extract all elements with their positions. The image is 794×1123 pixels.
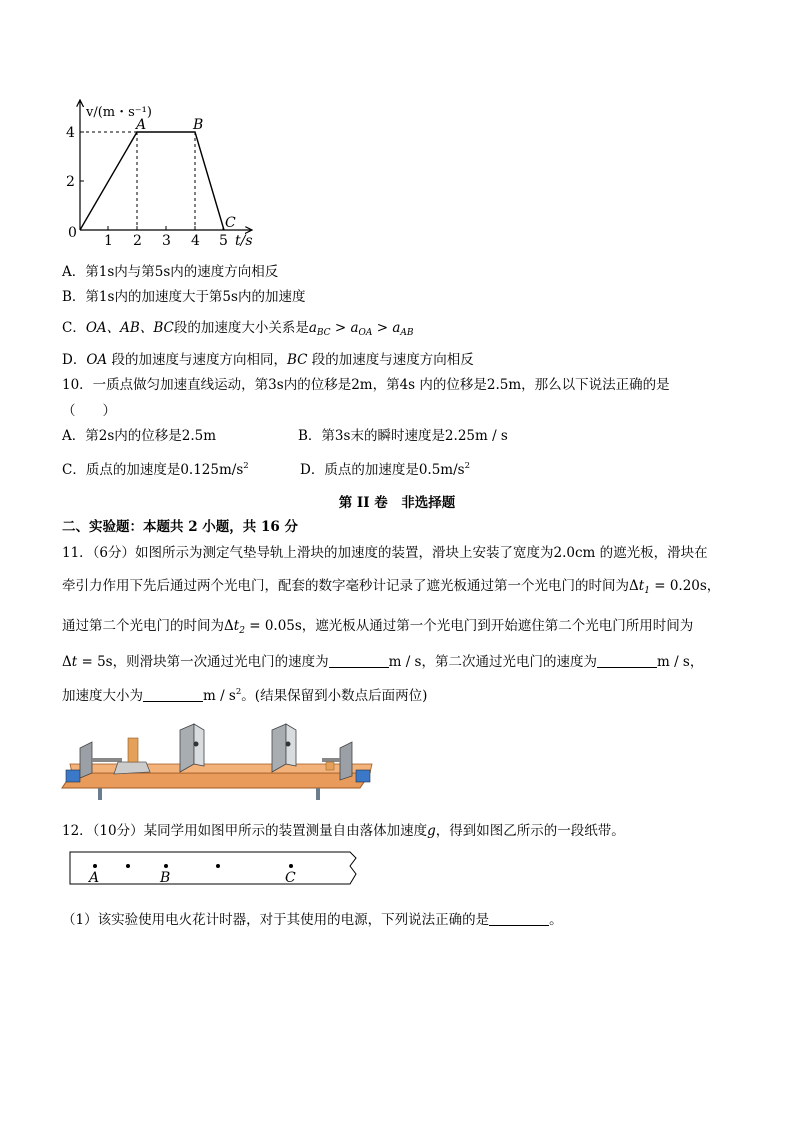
q12-sub1: （1）该实验使用电火花计时器，对于其使用的电源，下列说法正确的是 。	[62, 912, 563, 928]
y-tick-4: 4	[66, 125, 75, 141]
q10-option-c: C．质点的加速度是$0.125m/s^2$	[62, 461, 249, 478]
section-experiment: 二、实验题：本题共 2 小题，共 16 分	[62, 519, 298, 535]
q11-line5: 加速度大小为 m / $s^2$。(结果保留到小数点后面两位)	[62, 687, 428, 704]
q11-line2: 牵引力作用下先后通过两个光电门，配套的数字毫秒计记录了遮光板通过第一个光电门的时间为$\Delta t_1 = 0.20s$，	[62, 578, 721, 596]
track-base	[62, 773, 370, 788]
vt-graph	[0, 0, 794, 260]
answer-blank-v2[interactable]	[597, 655, 657, 668]
q9-option-a: A．第1s内与第5s内的速度方向相反	[62, 264, 279, 280]
slider	[114, 762, 150, 774]
x-axis-label: t/s	[235, 233, 253, 249]
photogate-2	[272, 724, 286, 772]
velocity-line	[80, 132, 224, 230]
point-label-a: A	[136, 117, 147, 133]
left-post	[80, 742, 92, 778]
q11-line3: 通过第二个光电门的时间为$\Delta t_2 = 0.05s$，遮光板从通过第一个光电门到开始遮住第二个光电门所用时间为	[62, 618, 694, 636]
q10-stem: 10．一质点做匀加速直线运动，第3s内的位移是2m，第4s 内的位移是2.5m，那么以下说法正确的是	[62, 377, 670, 393]
right-post	[340, 742, 352, 780]
left-end-block	[66, 770, 80, 782]
tape-dot-2	[126, 864, 130, 868]
x-tick-3: 3	[162, 233, 171, 249]
paper-tape	[70, 852, 356, 884]
q9-option-d: D．OA 段的加速度与速度方向相同，BC 段的加速度与速度方向相反	[62, 352, 474, 368]
tape-label-a: A	[89, 870, 100, 886]
photogate-1	[180, 724, 194, 772]
q10-option-d: D．质点的加速度是$0.5m/s^2$	[300, 461, 470, 478]
answer-blank-a[interactable]	[143, 689, 203, 702]
tape-label-b: B	[160, 870, 171, 886]
x-tick-5: 5	[219, 233, 228, 249]
tape-label-c: C	[285, 870, 296, 886]
tape-dot-b	[164, 864, 168, 868]
x-tick-1: 1	[104, 233, 113, 249]
q9-option-c: C．OA、AB、BC段的加速度大小关系是$a_{BC} > a_{OA} > a_{AB}$	[62, 320, 414, 338]
q11-line4: Δt = 5s，则滑块第一次通过光电门的速度为 m / s，第二次通过光电门的速度为 m / s，	[62, 654, 704, 670]
origin-label: 0	[68, 225, 77, 241]
y-tick-2: 2	[66, 174, 75, 190]
paper-tape-figure	[0, 848, 794, 908]
answer-blank-v1[interactable]	[329, 655, 389, 668]
tape-dot-a	[93, 864, 97, 868]
x-tick-4: 4	[191, 233, 200, 249]
q10-paren: （ ）	[62, 403, 116, 419]
point-label-c: C	[225, 215, 236, 231]
tape-dot-c	[289, 864, 293, 868]
q12-stem: 12．（10分）某同学用如图甲所示的装置测量自由落体加速度g，得到如图乙所示的一段纸带。	[62, 823, 625, 839]
q9-option-b: B．第1s内的加速度大于第5s内的加速度	[62, 289, 306, 305]
q11-line1: 11．（6分）如图所示为测定气垫导轨上滑块的加速度的装置，滑块上安装了宽度为2.0cm 的遮光板，滑块在	[62, 545, 708, 561]
y-axis-label: v/(m・s⁻¹)	[86, 105, 152, 120]
answer-blank-q12-1[interactable]	[489, 913, 549, 926]
q10-option-a: A．第2s内的位移是2.5m	[62, 428, 217, 444]
section2-title: 第 II 卷 非选择题	[338, 495, 456, 511]
shading-plate	[128, 738, 138, 762]
x-tick-2: 2	[133, 233, 142, 249]
right-end-block	[356, 770, 370, 782]
tape-dot-4	[216, 864, 220, 868]
point-label-b: B	[193, 117, 204, 133]
air-track-figure	[0, 718, 794, 818]
q10-option-b: B．第3s末的瞬时速度是2.25m / s	[298, 428, 508, 444]
